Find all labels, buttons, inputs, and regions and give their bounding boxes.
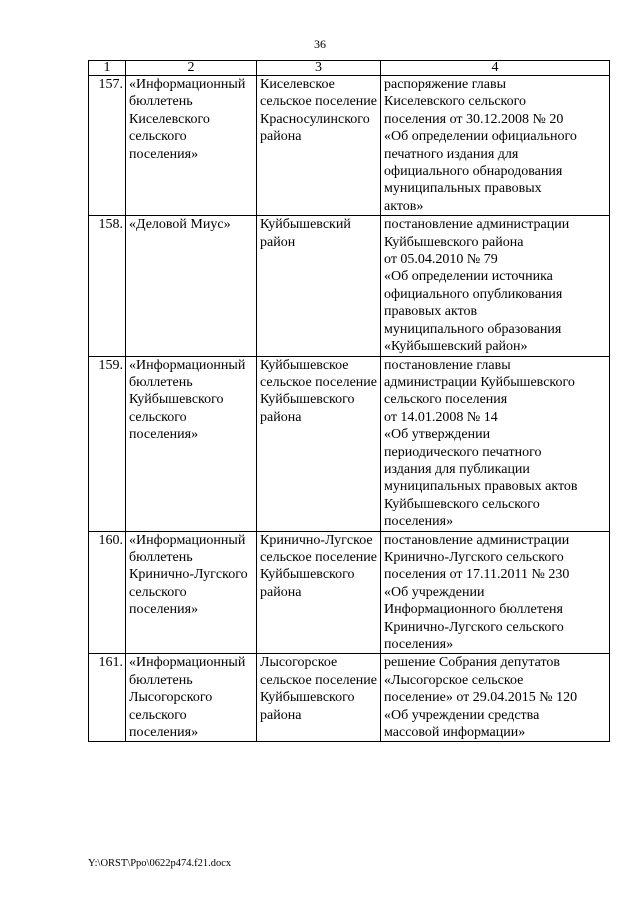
row-number: 161.: [89, 654, 126, 742]
row-number: 158.: [89, 216, 126, 356]
table-row: [89, 216, 610, 356]
publication-name: «Информационный бюллетень Киселевского сельского поселения»: [126, 76, 257, 216]
document-file-path: Y:\ORST\Ppo\0622p474.f21.docx: [88, 858, 232, 869]
legal-act: решение Собрания депутатов «Лысогорское сельское поселение» от 29.04.2015 № 120 «Об учреждении средства массовой информации»: [381, 654, 610, 742]
territory: Лысогорское сельское поселение Куйбышевского района: [257, 654, 381, 742]
column-header-1: 1: [89, 61, 126, 76]
territory: Киселевское сельское поселение Красносулинского района: [257, 76, 381, 216]
column-header-2: 2: [126, 61, 257, 76]
table-row: [89, 356, 610, 531]
table-row: [89, 531, 610, 654]
legal-act: постановление администрации Кринично-Лугского сельского поселения от 17.11.2011 № 230 «Об учреждении Информационного бюллетеня Кринично-Лугского сельского поселения»: [381, 531, 610, 654]
column-header-3: 3: [257, 61, 381, 76]
territory: Куйбышевское сельское поселение Куйбышевского района: [257, 356, 381, 531]
row-number: 157.: [89, 76, 126, 216]
column-header-4: 4: [381, 61, 610, 76]
publication-name: «Информационный бюллетень Лысогорского сельского поселения»: [126, 654, 257, 742]
publication-name: «Информационный бюллетень Кринично-Лугского сельского поселения»: [126, 531, 257, 654]
table-row: [89, 654, 610, 742]
publications-table: [88, 60, 610, 742]
territory: Кринично-Лугское сельское поселение Куйбышевского района: [257, 531, 381, 654]
row-number: 160.: [89, 531, 126, 654]
row-number: 159.: [89, 356, 126, 531]
legal-act: постановление администрации Куйбышевского района от 05.04.2010 № 79 «Об определении источника официального опубликования правовых актов муниципального образования «Куйбышевский район»: [381, 216, 610, 356]
legal-act: распоряжение главы Киселевского сельского поселения от 30.12.2008 № 20 «Об определении официального печатного издания для официального обнародования муниципальных правовых актов»: [381, 76, 610, 216]
publication-name: «Деловой Миус»: [126, 216, 257, 356]
legal-act: постановление главы администрации Куйбышевского сельского поселения от 14.01.2008 № 14 «Об утверждении периодического печатного издания для публикации муниципальных правовых актов Куйбышевского сельского поселения»: [381, 356, 610, 531]
publication-name: «Информационный бюллетень Куйбышевского сельского поселения»: [126, 356, 257, 531]
territory: Куйбышевский район: [257, 216, 381, 356]
table-row: [89, 76, 610, 216]
page-number: 36: [314, 37, 326, 51]
table-header-row: [89, 61, 610, 76]
